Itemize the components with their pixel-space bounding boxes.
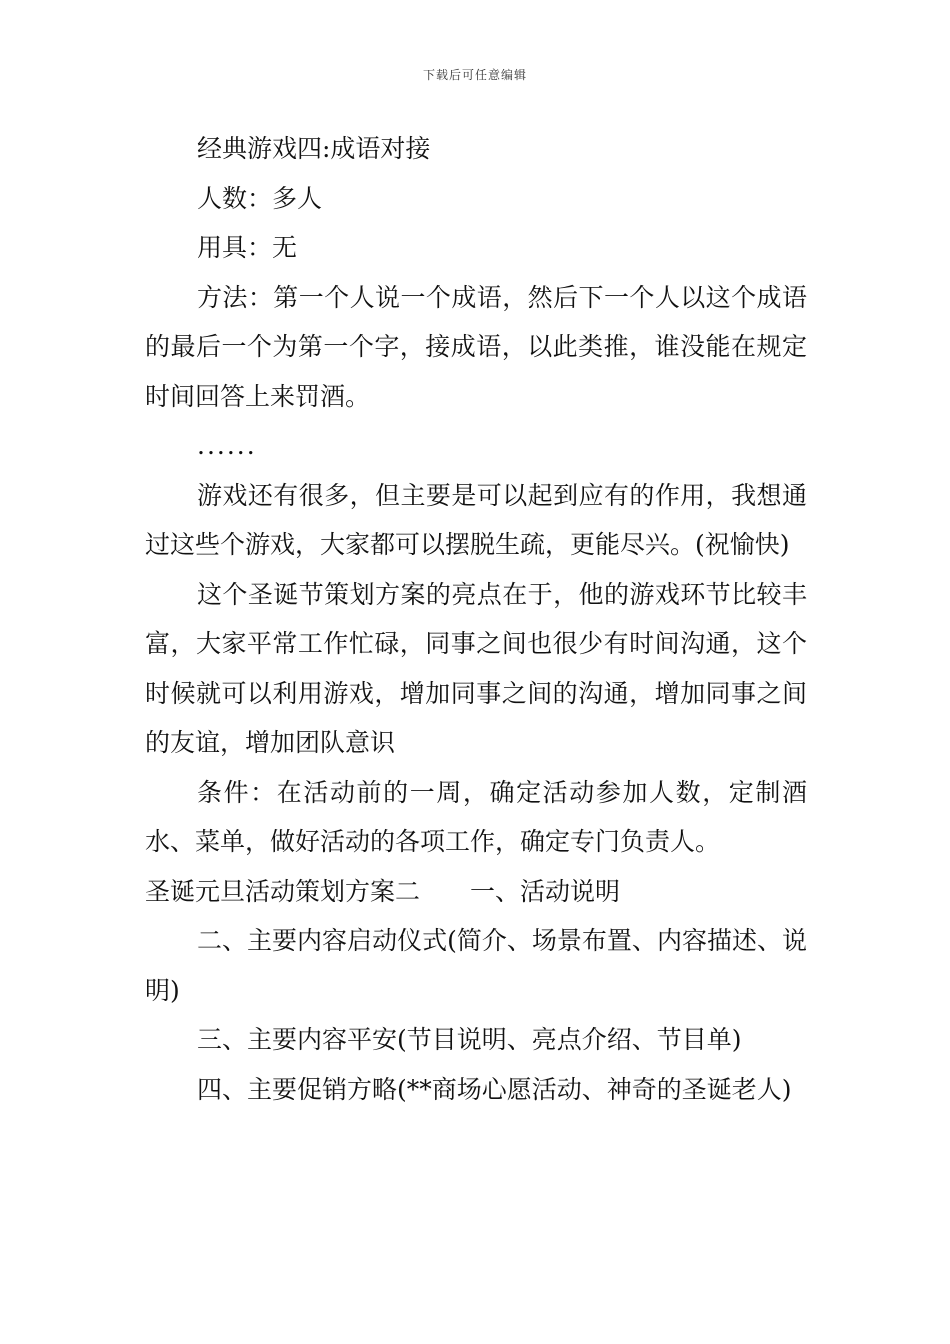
paragraph-highlights: 这个圣诞节策划方案的亮点在于，他的游戏环节比较丰富，大家平常工作忙碌，同事之间也很少有时间沟通，这个时候就可以利用游戏，增加同事之间的沟通，增加同事之间的友谊，增加团队意识 (145, 579, 807, 757)
paragraph-tools: 用具：无 (197, 233, 298, 262)
paragraph-conditions: 条件：在活动前的一周，确定活动参加人数，定制酒水、菜单，做好活动的各项工作，确定专门负责人。 (145, 777, 807, 856)
paragraph-section-three: 三、主要内容平安(节目说明、亮点介绍、节目单) (197, 1025, 742, 1054)
paragraph-more-games: 游戏还有很多，但主要是可以起到应有的作用，我想通过这些个游戏，大家都可以摆脱生疏，更能尽兴。(祝愉快) (145, 480, 807, 559)
page-header: 下载后可任意编辑 (422, 68, 527, 82)
paragraph-section-two: 二、主要内容启动仪式(简介、场景布置、内容描述、说明) (145, 926, 807, 1005)
document-body (145, 124, 807, 1114)
paragraph-players: 人数：多人 (197, 183, 323, 213)
paragraph-method: 方法：第一个人说一个成语，然后下一个人以这个成语的最后一个为第一个字，接成语，以此类推，谁没能在规定时间回答上来罚酒。 (145, 282, 807, 411)
paragraph-plan-two-heading: 圣诞元旦活动策划方案二 一、活动说明 (145, 876, 621, 906)
paragraph-game-title: 经典游戏四:成语对接 (197, 134, 431, 163)
paragraph-ellipsis: ...... (197, 431, 257, 460)
paragraph-section-four: 四、主要促销方略(**商场心愿活动、神奇的圣诞老人) (197, 1074, 792, 1104)
